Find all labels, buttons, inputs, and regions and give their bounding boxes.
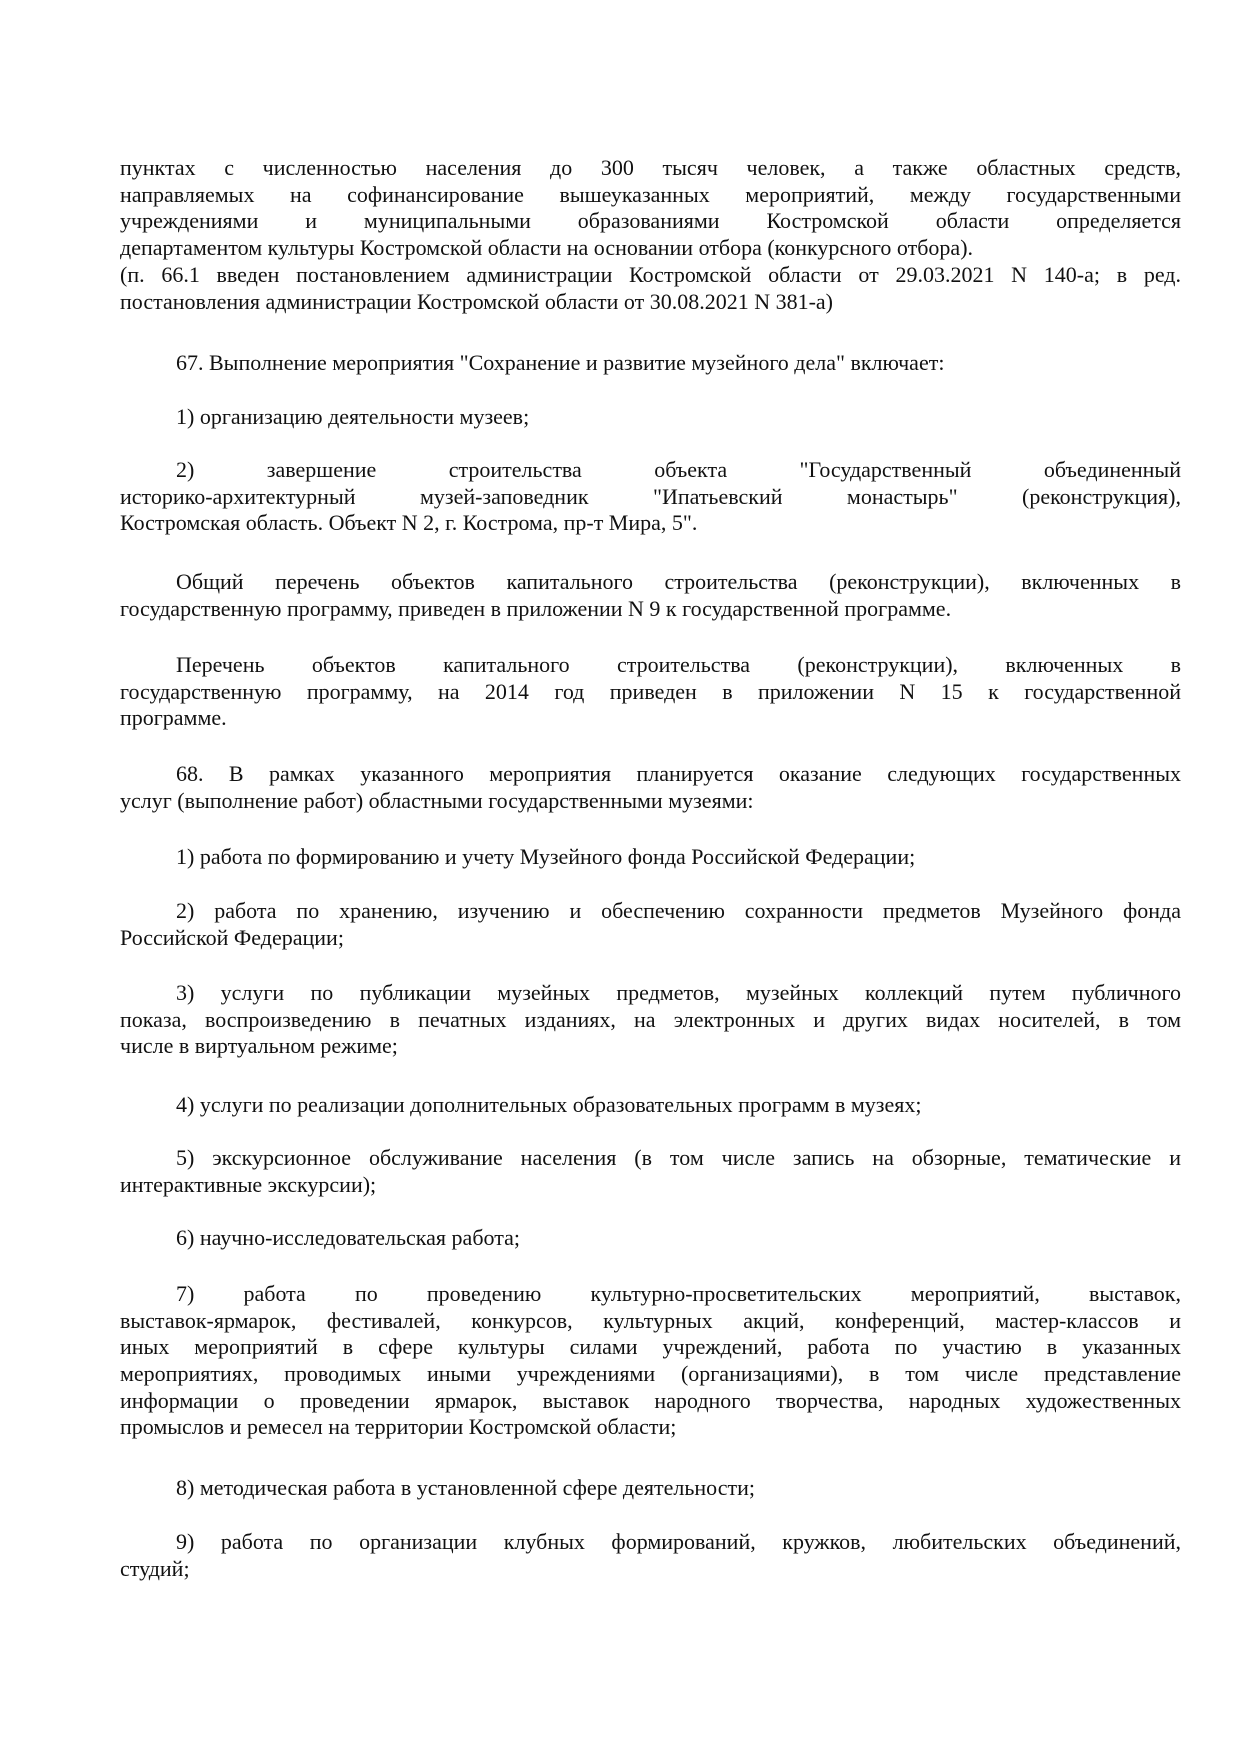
text-line: направляемых на софинансирование вышеуказанных мероприятий, между государственными [120,181,1181,207]
text-line: мероприятиях, проводимых иными учреждениями (организациями), в том числе представление [120,1361,1181,1387]
text-line: иных мероприятий в сфере культуры силами учреждений, работа по участию в указанных [120,1334,1181,1360]
paragraph-p67-list [120,652,1181,732]
paragraph-p66-1-tail [120,155,1181,262]
paragraph-p66-1-note [120,262,1181,315]
paragraph-p68-6 [120,1225,1181,1252]
text-line: (п. 66.1 введен постановлением администрации Костромской области от 29.03.2021 N 140-а; в ред. [120,262,1181,287]
paragraph-p68-7 [120,1281,1181,1441]
text-line: 3) услуги по публикации музейных предметов, музейных коллекций путем публичного [176,980,1181,1005]
text-line: программе. [120,705,227,731]
paragraph-p68 [120,761,1181,814]
text-line: 9) работа по организации клубных формирований, кружков, любительских объединений, [176,1529,1181,1554]
text-line: числе в виртуальном режиме; [120,1033,398,1059]
text-line: 68. В рамках указанного мероприятия планируется оказание следующих государственных [176,761,1181,786]
text-line: Российской Федерации; [120,924,344,950]
paragraph-p67-1 [120,404,1181,431]
text-line: интерактивные экскурсии); [120,1171,377,1197]
text-line: 2) работа по хранению, изучению и обеспечению сохранности предметов Музейного фонда [176,898,1181,923]
text-line: Общий перечень объектов капитального строительства (реконструкции), включенных в [176,569,1181,594]
text-line: студий; [120,1555,190,1581]
text-line: пунктах с численностью населения до 300 тысяч человек, а также областных средств, [120,155,1181,180]
paragraph-p68-2 [120,898,1181,951]
text-line: 7) работа по проведению культурно-просветительских мероприятий, выставок, [176,1281,1181,1306]
paragraph-p67 [120,350,1181,377]
paragraph-p68-4 [120,1092,1181,1119]
paragraph-p68-8 [120,1475,1181,1502]
text-line: Перечень объектов капитального строительства (реконструкции), включенных в [176,652,1181,677]
paragraph-p67-general [120,569,1181,622]
paragraph-p68-3 [120,980,1181,1060]
text-line: департаментом культуры Костромской области на основании отбора (конкурсного отбора). [120,235,974,261]
text-line: выставок-ярмарок, фестивалей, конкурсов, культурных акций, конференций, мастер-классов и [120,1307,1181,1333]
text-line: 6) научно-исследовательская работа; [176,1225,520,1250]
text-line: 67. Выполнение мероприятия "Сохранение и развитие музейного дела" включает: [176,350,945,375]
paragraph-p67-2 [120,457,1181,537]
text-line: 1) работа по формированию и учету Музейного фонда Российской Федерации; [176,844,916,869]
text-line: историко-архитектурный музей-заповедник "Ипатьевский монастырь" (реконструкция), [120,483,1181,509]
text-line: услуг (выполнение работ) областными государственными музеями: [120,787,754,813]
text-line: информации о проведении ярмарок, выставок народного творчества, народных художественных [120,1387,1181,1413]
text-line: государственную программу, приведен в приложении N 9 к государственной программе. [120,595,952,621]
text-line: 8) методическая работа в установленной сфере деятельности; [176,1475,755,1500]
text-line: 4) услуги по реализации дополнительных образовательных программ в музеях; [176,1092,922,1117]
text-line: 2) завершение строительства объекта "Государственный объединенный [176,457,1181,482]
text-line: показа, воспроизведению в печатных изданиях, на электронных и других видах носителей, в том [120,1006,1181,1032]
text-line: учреждениями и муниципальными образованиями Костромской области определяется [120,208,1181,234]
paragraph-p68-1 [120,844,1181,871]
text-line: промыслов и ремесел на территории Костромской области; [120,1414,677,1440]
paragraph-p68-5 [120,1145,1181,1198]
paragraph-p68-9 [120,1529,1181,1582]
text-line: 1) организацию деятельности музеев; [176,404,530,429]
text-line: 5) экскурсионное обслуживание населения (в том числе запись на обзорные, тематические и [176,1145,1181,1170]
text-line: постановления администрации Костромской области от 30.08.2021 N 381-а) [120,288,834,314]
text-line: государственную программу, на 2014 год приведен в приложении N 15 к государственной [120,678,1181,704]
text-line: Костромская область. Объект N 2, г. Кострома, пр-т Мира, 5". [120,510,698,536]
